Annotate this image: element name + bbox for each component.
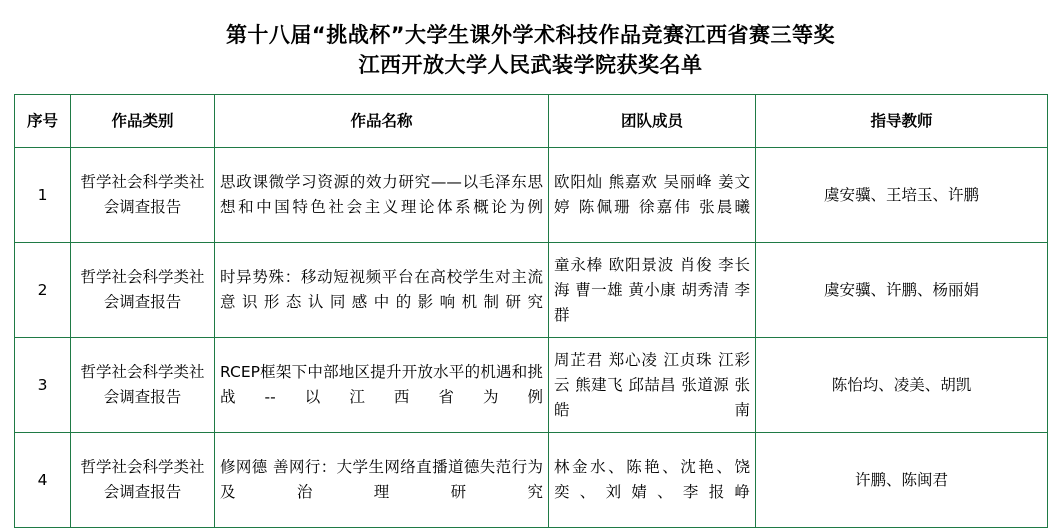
cell-index: 2	[15, 243, 71, 338]
award-table	[14, 94, 1048, 528]
title-line-1: 第十八届“挑战杯”大学生课外学术科技作品竞赛江西省赛三等奖	[225, 23, 836, 47]
table-row	[15, 433, 1048, 528]
cell-teachers: 虞安骥、王培玉、许鹏	[756, 148, 1048, 243]
column-header-members: 团队成员	[549, 95, 756, 148]
cell-members: 周芷君 郑心凌 江贞珠 江彩云 熊建飞 邱喆昌 张道源 张皓南	[549, 338, 756, 433]
cell-members: 欧阳灿 熊嘉欢 吴丽峰 姜文婷 陈佩珊 徐嘉伟 张晨曦	[549, 148, 756, 243]
column-header-category: 作品类别	[71, 95, 215, 148]
cell-members: 童永棒 欧阳景波 肖俊 李长海 曹一雄 黄小康 胡秀清 李群	[549, 243, 756, 338]
cell-index: 3	[15, 338, 71, 433]
cell-members: 林金水、陈艳、沈艳、饶奕、刘婧、李报峥	[549, 433, 756, 528]
table-header	[15, 95, 1048, 148]
cell-work-name: 修网德 善网行：大学生网络直播道德失范行为及治理研究	[215, 433, 549, 528]
title-line-2: 江西开放大学人民武装学院获奖名单	[358, 53, 703, 77]
document-title	[0, 0, 1061, 80]
column-header-work-name: 作品名称	[215, 95, 549, 148]
cell-category: 哲学社会科学类社会调查报告	[71, 338, 215, 433]
column-header-index: 序号	[15, 95, 71, 148]
column-header-teachers: 指导教师	[756, 95, 1048, 148]
award-table-wrapper	[14, 94, 1047, 528]
cell-teachers: 陈怡均、凌美、胡凯	[756, 338, 1048, 433]
table-row	[15, 243, 1048, 338]
cell-index: 1	[15, 148, 71, 243]
cell-work-name: RCEP框架下中部地区提升开放水平的机遇和挑战--以江西省为例	[215, 338, 549, 433]
cell-teachers: 许鹏、陈闽君	[756, 433, 1048, 528]
table-body	[15, 148, 1048, 528]
table-row	[15, 148, 1048, 243]
cell-index: 4	[15, 433, 71, 528]
cell-category: 哲学社会科学类社会调查报告	[71, 148, 215, 243]
cell-work-name: 思政课微学习资源的效力研究——以毛泽东思想和中国特色社会主义理论体系概论为例	[215, 148, 549, 243]
table-header-row	[15, 95, 1048, 148]
cell-work-name: 时异势殊：移动短视频平台在高校学生对主流意识形态认同感中的影响机制研究	[215, 243, 549, 338]
cell-teachers: 虞安骥、许鹏、杨丽娟	[756, 243, 1048, 338]
table-row	[15, 338, 1048, 433]
cell-category: 哲学社会科学类社会调查报告	[71, 243, 215, 338]
cell-category: 哲学社会科学类社会调查报告	[71, 433, 215, 528]
